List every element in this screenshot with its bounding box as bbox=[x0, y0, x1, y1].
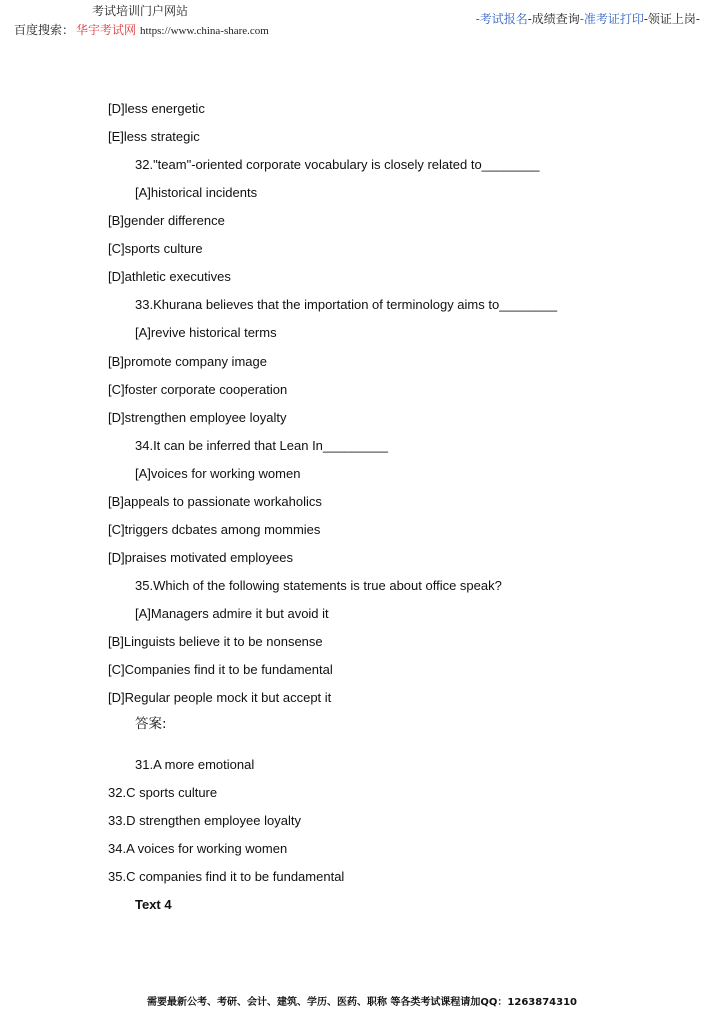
option-line: [E]less strategic bbox=[108, 129, 200, 144]
option-line: [A]historical incidents bbox=[135, 185, 258, 200]
option-line: [C]foster corporate cooperation bbox=[108, 382, 288, 397]
search-hint bbox=[14, 21, 269, 38]
option-line: [A]revive historical terms bbox=[135, 325, 277, 340]
option-line: [D]less energetic bbox=[108, 101, 205, 116]
site-title: 考试培训门户网站 bbox=[92, 4, 189, 18]
answer-line: 32.C sports culture bbox=[108, 785, 218, 800]
option-line: [B]promote company image bbox=[108, 354, 267, 369]
option-line: [C]triggers dcbates among mommies bbox=[108, 522, 321, 537]
option-line: [A]Managers admire it but avoid it bbox=[135, 606, 329, 621]
search-label: 百度搜索： bbox=[14, 23, 75, 37]
brand-name[interactable]: 华宇考试网 bbox=[76, 23, 137, 37]
option-line: [D]praises motivated employees bbox=[108, 550, 293, 565]
option-line: [B]appeals to passionate workaholics bbox=[108, 494, 322, 509]
link-exam-registration[interactable]: -考试报名 bbox=[475, 12, 528, 26]
question-34: 34.It can be inferred that Lean In_________ bbox=[135, 438, 388, 453]
link-admission-ticket[interactable]: -准考证打印 bbox=[579, 12, 644, 26]
option-line: [D]Regular people mock it but accept it bbox=[108, 690, 332, 705]
option-line: [D]athletic executives bbox=[108, 269, 231, 284]
option-line: [D]strengthen employee loyalty bbox=[108, 410, 287, 425]
question-32: 32."team"-oriented corporate vocabulary is closely related to________ bbox=[135, 157, 540, 172]
answer-line: 33.D strengthen employee loyalty bbox=[108, 813, 301, 828]
link-score-query[interactable]: -成绩查询 bbox=[527, 12, 580, 26]
answers-heading: 答案: bbox=[135, 716, 167, 732]
link-certificate[interactable]: -领证上岗- bbox=[643, 12, 700, 26]
option-line: [C]Companies find it to be fundamental bbox=[108, 662, 333, 677]
option-line: [B]gender difference bbox=[108, 213, 225, 228]
option-line: [C]sports culture bbox=[108, 241, 203, 256]
section-heading: Text 4 bbox=[135, 897, 172, 912]
question-35: 35.Which of the following statements is true about office speak? bbox=[135, 578, 502, 593]
option-line: [B]Linguists believe it to be nonsense bbox=[108, 634, 323, 649]
page-footer: 需要最新公考、考研、会计、建筑、学历、医药、职称 等各类考试课程请加QQ：1263874310 bbox=[146, 997, 578, 1008]
question-33: 33.Khurana believes that the importation of terminology aims to________ bbox=[135, 297, 558, 312]
answer-line: 34.A voices for working women bbox=[108, 841, 288, 856]
header-links bbox=[476, 10, 700, 27]
answer-line: 31.A more emotional bbox=[135, 757, 255, 772]
site-url[interactable]: https://www.china-share.com bbox=[140, 25, 269, 37]
answer-line: 35.C companies find it to be fundamental bbox=[108, 869, 345, 884]
option-line: [A]voices for working women bbox=[135, 466, 301, 481]
